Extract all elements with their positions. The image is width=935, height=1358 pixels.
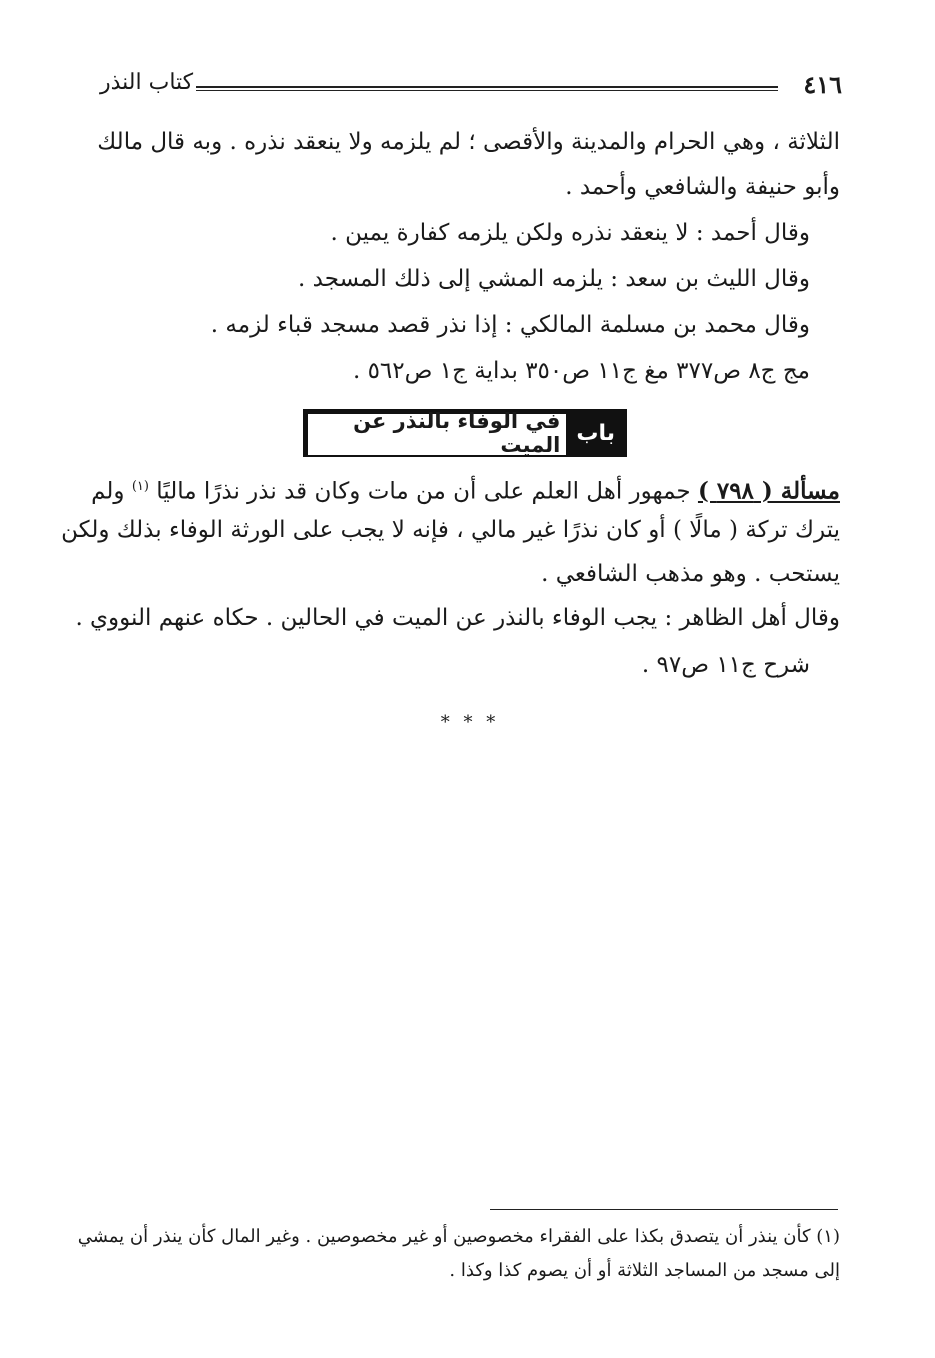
reference-line: شرح ج١١ ص٩٧ . [641,652,810,678]
page-number: ٤١٦ [803,70,842,99]
text-line: الثلاثة ، وهي الحرام والمدينة والأقصى ؛ لم يلزمه ولا ينعقد نذره . وبه قال مالك [97,129,840,155]
footnote-line: إلى مسجد من المساجد الثلاثة أو أن يصوم كذا وكذا . [449,1260,840,1281]
text-line: يستحب . وهو مذهب الشافعي . [541,561,840,587]
issue-line [91,472,840,507]
text-line: وقال محمد بن مسلمة المالكي : إذا نذر قصد مسجد قباء لزمه . [210,312,810,338]
text-line: وقال أهل الظاهر : يجب الوفاء بالنذر عن الميت في الحالين . حكاه عنهم النووي . [75,605,840,631]
text-line: وقال أحمد : لا ينعقد نذره ولكن يلزمه كفارة يمين . [330,220,810,246]
page-header [100,66,842,106]
text-line: يترك تركة ( مالًا ) أو كان نذرًا غير مالي ، فإنه لا يجب على الورثة الوفاء بذلك ولكن [61,517,840,543]
footnote-rule [490,1209,838,1210]
running-title: كتاب النذر [100,70,194,95]
issue-text-end: ولم [91,478,132,505]
header-rule [196,86,778,91]
reference-line: مج ج٨ ص٣٧٧ مغ ج١١ ص٣٥٠ بداية ج١ ص٥٦٢ . [352,358,810,384]
chapter-tag: باب [566,411,625,455]
section-ornament: * * * [440,712,500,733]
issue-text: جمهور أهل العلم على أن من مات وكان قد نذر نذرًا ماليًا [148,478,698,505]
chapter-title: في الوفاء بالنذر عن الميت [353,409,561,457]
footnote-ref: (١) [131,479,149,494]
footnote-line: (١) كأن ينذر أن يتصدق بكذا على الفقراء مخصوصين أو غير مخصوصين . وغير المال كأن ينذر أن يمشي [77,1226,840,1247]
text-line: وقال الليث بن سعد : يلزمه المشي إلى ذلك المسجد . [298,266,810,292]
chapter-heading [303,409,627,457]
text-line: وأبو حنيفة والشافعي وأحمد . [565,174,840,200]
issue-label: مسألة ( ٧٩٨ ) [697,477,840,505]
